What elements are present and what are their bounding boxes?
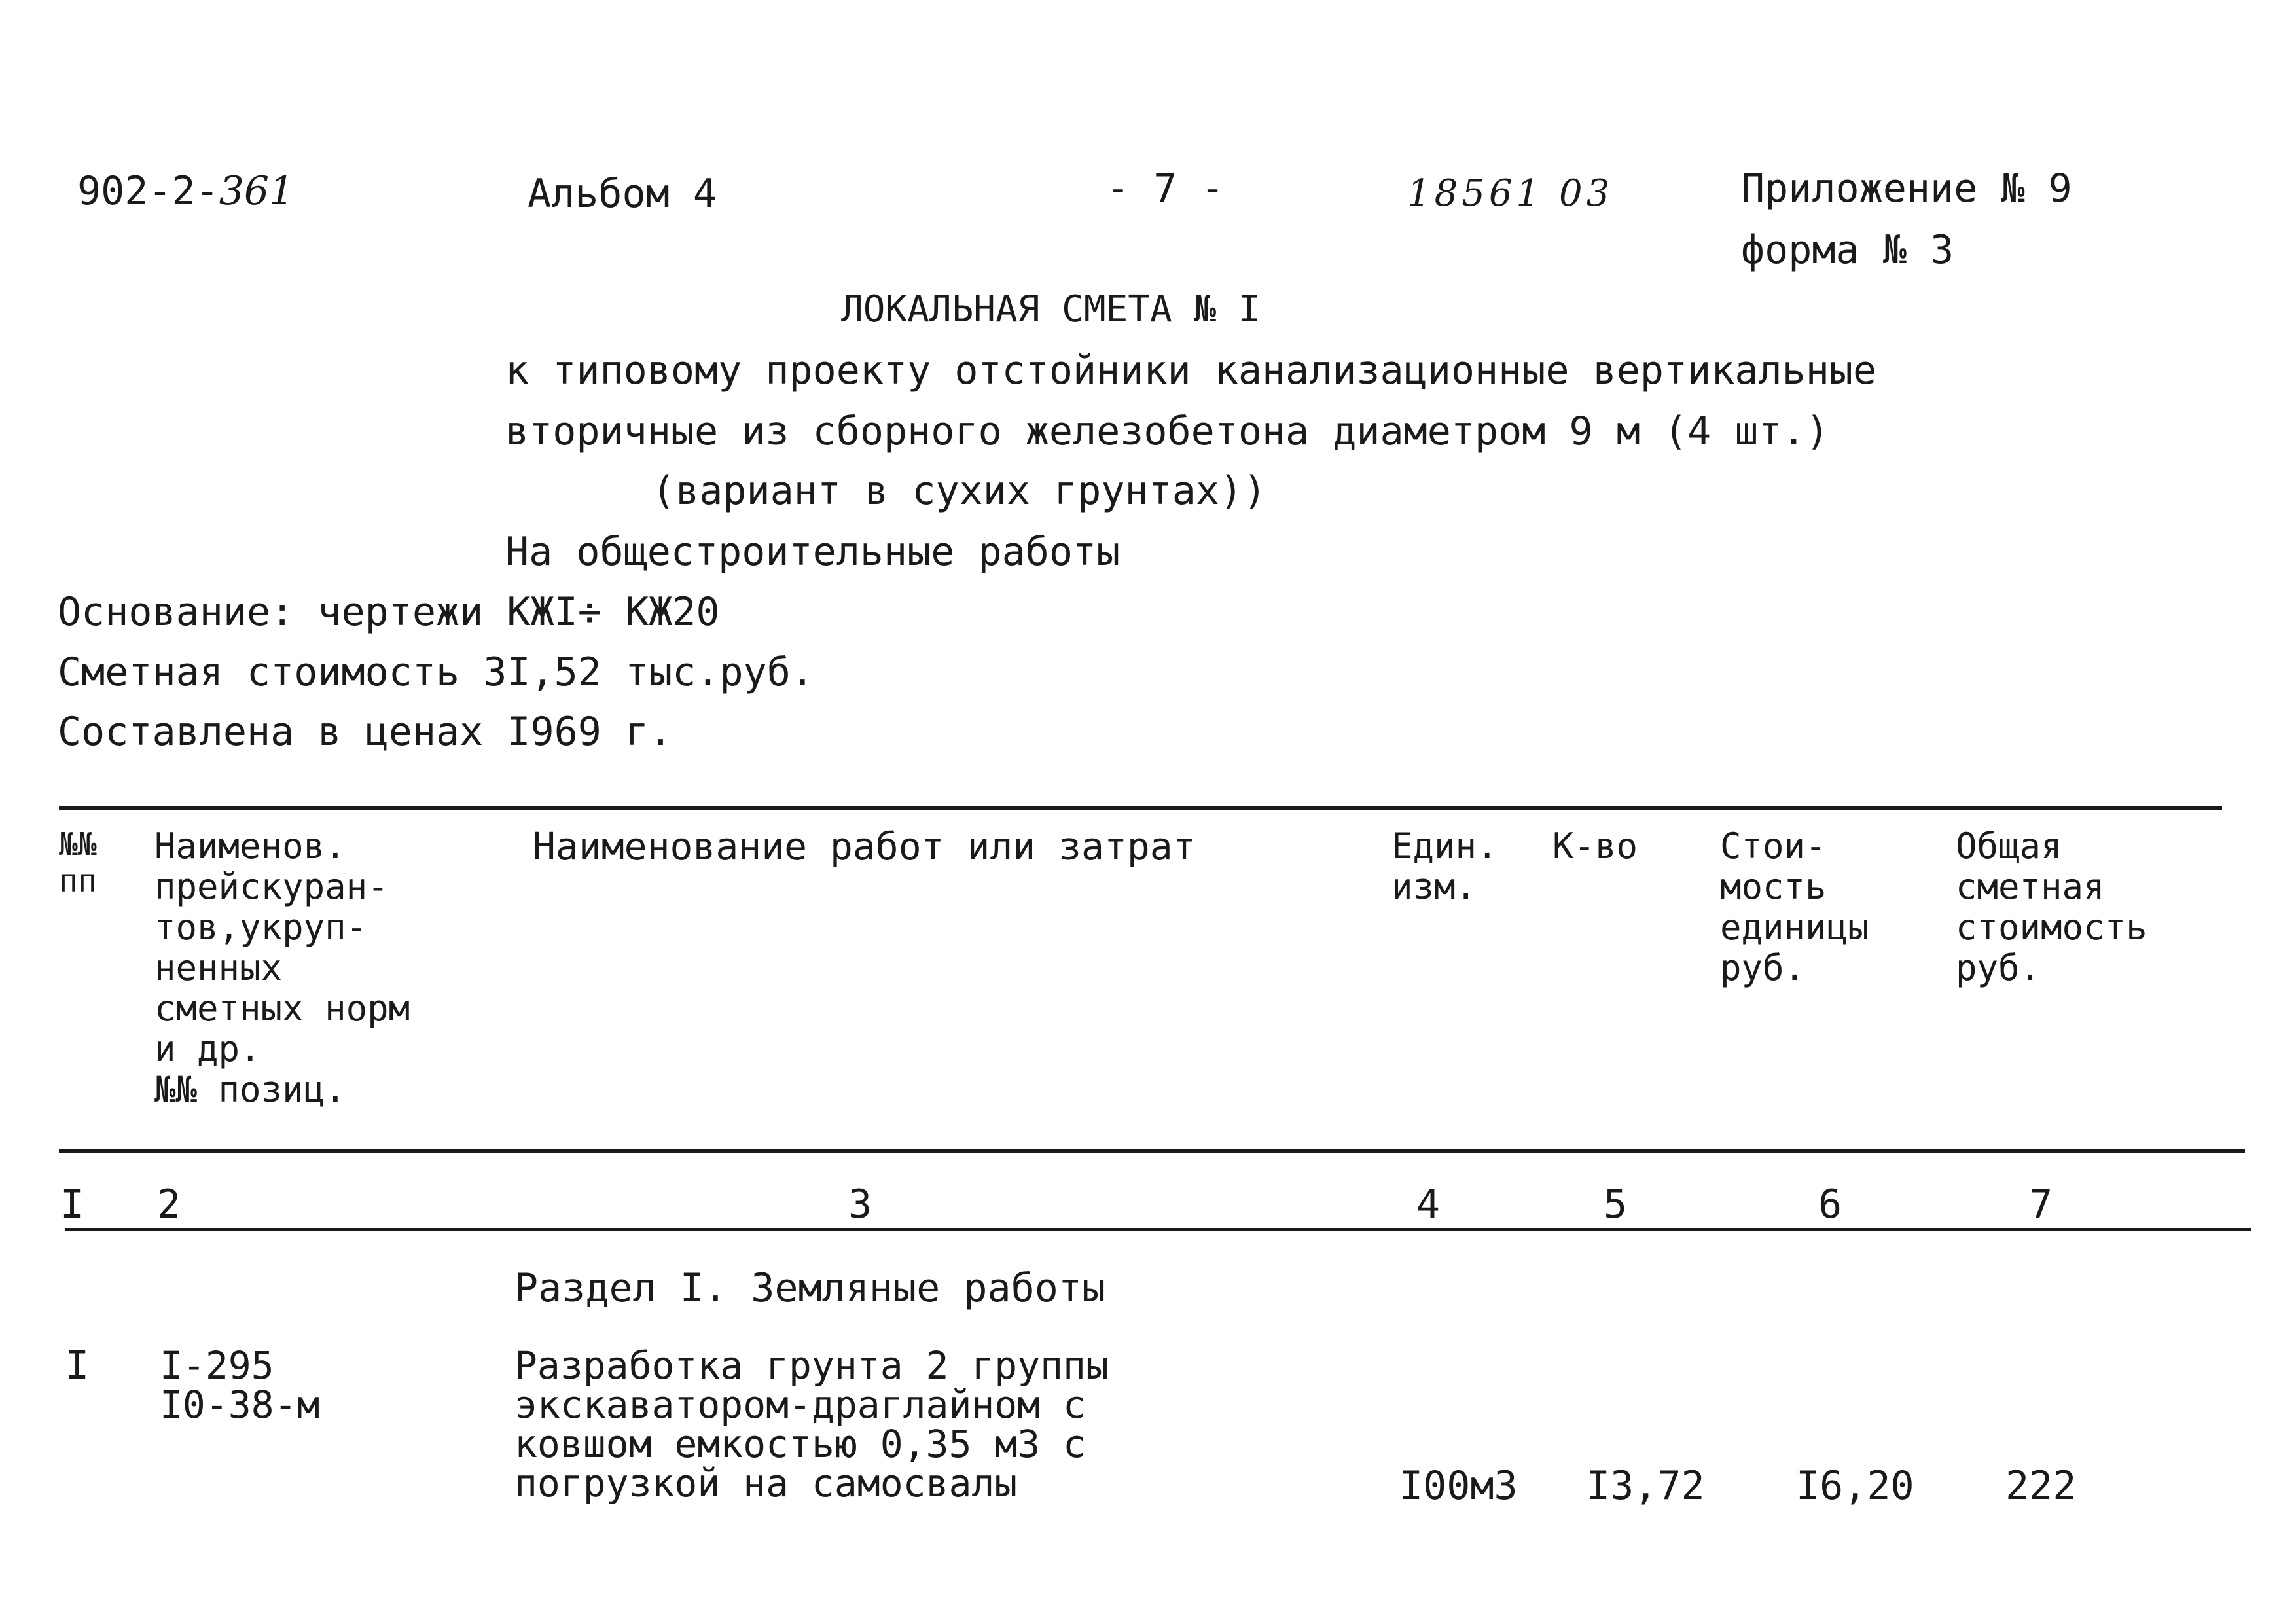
row-total-cost: 222 — [2005, 1463, 2077, 1509]
column-number-7: 7 — [2029, 1182, 2053, 1227]
header-unit-cost: Стои- мость единицы руб. — [1720, 825, 1869, 988]
subtitle-line-3: (вариант в сухих грунтах)) — [652, 468, 1267, 514]
document-code — [77, 168, 295, 214]
header-qty: К-во — [1552, 825, 1638, 867]
row-qty: I3,72 — [1587, 1463, 1705, 1509]
album-label: Альбом 4 — [528, 171, 717, 217]
form-label: форма № 3 — [1741, 227, 1954, 273]
header-pricelist: Наименов. прейскуран- тов,укруп- ненных сметных норм и др. №№ позиц. — [154, 825, 410, 1110]
header-bottom-rule — [59, 1149, 2245, 1153]
header-total-cost: Общая сметная стоимость руб. — [1956, 825, 2147, 988]
row-unit-cost: I6,20 — [1796, 1463, 1914, 1509]
document-code-suffix: 361 — [219, 168, 295, 214]
appendix-label: Приложение № 9 — [1741, 166, 2072, 211]
header-unit: Един. изм. — [1391, 825, 1498, 907]
header-num: №№ пп — [59, 826, 97, 899]
inventory-number: 18561 03 — [1407, 172, 1614, 215]
page-number: - 7 - — [1106, 166, 1225, 211]
row-unit: I00м3 — [1399, 1463, 1518, 1509]
column-number-4: 4 — [1416, 1182, 1441, 1227]
prices-line: Составлена в ценах I969 г. — [58, 709, 673, 755]
basis-line: Основание: чертежи КЖI÷ КЖ20 — [58, 589, 720, 635]
row-num: I — [65, 1343, 90, 1388]
subtitle-line-4: На общестроительные работы — [505, 529, 1121, 575]
column-number-6: 6 — [1818, 1182, 1842, 1227]
header-work: Наименование работ или затрат — [533, 824, 1196, 869]
document-title: ЛОКАЛЬНАЯ СМЕТА № I — [841, 288, 1261, 331]
column-number-2: 2 — [157, 1182, 181, 1227]
table-top-rule — [59, 806, 2222, 810]
subtitle-line-1: к типовому проекту отстойники канализационные вертикальные — [505, 348, 1877, 393]
document-code-prefix: 902-2- — [77, 168, 219, 214]
row-pricelist: I-295 I0-38-м — [160, 1343, 320, 1427]
column-number-5: 5 — [1604, 1182, 1628, 1227]
column-number-3: 3 — [848, 1182, 872, 1227]
column-number-1: I — [60, 1182, 84, 1227]
subtitle-line-2: вторичные из сборного железобетона диаметром 9 м (4 шт.) — [505, 408, 1829, 454]
section-heading: Раздел I. Земляные работы — [514, 1265, 1106, 1311]
estimated-cost-line: Сметная стоимость 3I,52 тыс.руб. — [58, 649, 814, 695]
row-work: Разработка грунта 2 группы экскаватором-драглайном с ковшом емкостью 0,35 м3 с погрузкой на самосвалы — [514, 1343, 1109, 1506]
column-numbers-rule — [65, 1228, 2251, 1231]
